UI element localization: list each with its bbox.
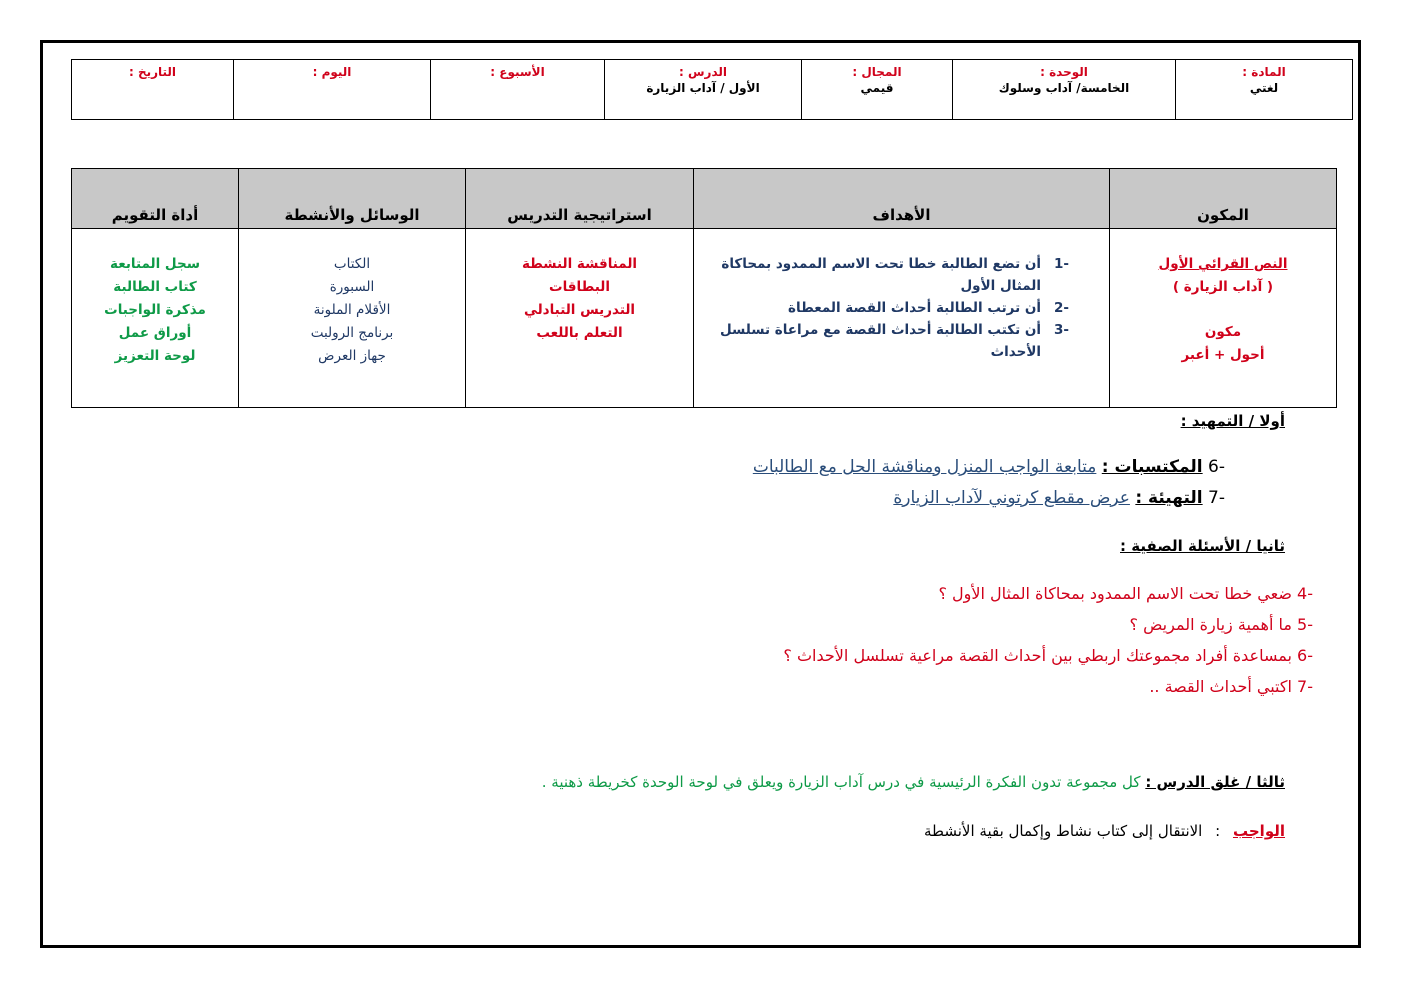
strategy-cell (466, 229, 694, 408)
tool-item: برنامج الرولبت (310, 325, 394, 341)
unit-value: الخامسة/ آداب وسلوك (998, 81, 1130, 95)
col-component: المكون (1110, 169, 1337, 229)
questions-title: ثانيا / الأسئلة الصفية : (1120, 537, 1285, 555)
strategy-item: التعلم باللعب (536, 325, 623, 341)
col-strategy: استراتيجية التدريس (466, 169, 694, 229)
objectives-cell (694, 229, 1110, 408)
week-cell (431, 60, 605, 120)
question-item (783, 646, 1313, 665)
subject-value: لغتي (1249, 81, 1279, 95)
assessment-item: سجل المتابعة (110, 256, 200, 272)
day-label: اليوم : (312, 65, 352, 79)
homework-separator: : (1215, 822, 1221, 840)
intro-label: التهيئة : (1135, 488, 1203, 508)
question-number: -6 (1297, 646, 1313, 665)
question-text: ما أهمية زيارة المريض ؟ (1129, 615, 1292, 634)
mukawwin-label: مكون (1204, 324, 1242, 340)
assessment-item: مذكرة الواجبات (104, 302, 206, 318)
question-number: -7 (1297, 677, 1313, 696)
closing-text: كل مجموعة تدون الفكرة الرئيسية في درس آداب الزيارة ويعلق في لوحة الوحدة كخريطة ذهنية . (541, 773, 1141, 791)
subject-label: المادة : (1242, 65, 1286, 79)
objective-number: -2 (1053, 300, 1069, 316)
tool-item: السبورة (329, 279, 375, 295)
col-objectives: الأهداف (694, 169, 1110, 229)
lesson-plan-table (71, 168, 1337, 408)
objective-text: أن تضع الطالبة خطا تحت الاسم الممدود بمحاكاة المثال الأول (721, 256, 1041, 294)
reading-text-name: ( آداب الزيارة ) (1172, 279, 1274, 295)
tools-cell (239, 229, 466, 408)
strategy-item: التدريس التبادلي (523, 302, 636, 318)
domain-cell (802, 60, 953, 120)
unit-cell (953, 60, 1176, 120)
unit-label: الوحدة : (1040, 65, 1088, 79)
lesson-info-table (71, 59, 1353, 120)
col-assessment: أداة التقويم (72, 169, 239, 229)
assessment-item: أوراق عمل (118, 325, 192, 341)
question-item (1149, 677, 1313, 696)
lesson-cell (605, 60, 802, 120)
tool-item: جهاز العرض (318, 348, 386, 364)
closing-title: ثالثا / غلق الدرس : (1145, 773, 1285, 791)
tool-item: الأقلام الملونة (313, 302, 391, 318)
tool-item: الكتاب (333, 256, 371, 272)
mukawwin-value: أحول + أعبر (1181, 347, 1265, 363)
component-cell (1110, 229, 1337, 408)
subject-cell (1176, 60, 1353, 120)
objective-item (715, 297, 1069, 319)
question-item (938, 584, 1313, 603)
objectives-list (695, 253, 1069, 363)
objective-number: -1 (1053, 256, 1069, 272)
intro-item (753, 457, 1225, 477)
question-item (1130, 615, 1314, 634)
date-label: التاريخ : (128, 65, 177, 79)
intro-item (893, 488, 1225, 508)
strategy-item: المناقشة النشطة (521, 256, 638, 272)
question-number: -5 (1297, 615, 1313, 634)
homework-text: الانتقال إلى كتاب نشاط وإكمال بقية الأنشطة (924, 822, 1203, 840)
assessment-item: لوحة التعزيز (114, 348, 196, 364)
question-text: بمساعدة أفراد مجموعتك اربطي بين أحداث القصة مراعية تسلسل الأحداث ؟ (783, 646, 1292, 665)
intro-title: أولا / التمهيد : (1180, 412, 1285, 430)
assessment-item: كتاب الطالبة (113, 279, 197, 295)
homework-label: الواجب (1232, 822, 1285, 840)
week-label: الأسبوع : (490, 65, 545, 79)
col-tools: الوسائل والأنشطة (239, 169, 466, 229)
objective-text: أن ترتب الطالبة أحداث القصة المعطاة (788, 300, 1041, 316)
domain-value: قيمي (860, 81, 894, 95)
intro-label: المكتسبات : (1101, 457, 1203, 477)
question-text: اكتبي أحداث القصة .. (1149, 677, 1292, 696)
objective-text: أن تكتب الطالبة أحداث القصة مع مراعاة تسلسل الأحداث (719, 322, 1041, 360)
objective-item (715, 319, 1069, 363)
intro-text: متابعة الواجب المنزل ومناقشة الحل مع الطالبات (752, 457, 1097, 477)
reading-text-title: النص القرائي الأول (1158, 256, 1288, 272)
assessment-cell (72, 229, 239, 408)
intro-text: عرض مقطع كرتوني لآداب الزيارة (893, 488, 1130, 508)
question-text: ضعي خطا تحت الاسم الممدود بمحاكاة المثال الأول ؟ (938, 584, 1292, 603)
date-cell (72, 60, 234, 120)
objective-item (715, 253, 1069, 297)
lesson-value: الأول / آداب الزيارة (646, 81, 760, 95)
homework-row (924, 822, 1285, 840)
strategy-item: البطاقات (549, 279, 610, 295)
lesson-label: الدرس : (679, 65, 727, 79)
closing-row (542, 773, 1285, 791)
question-number: -4 (1297, 584, 1313, 603)
intro-number: -7 (1208, 488, 1225, 508)
day-cell (234, 60, 431, 120)
domain-label: المجال : (852, 65, 902, 79)
intro-number: -6 (1208, 457, 1225, 477)
objective-number: -3 (1053, 322, 1069, 338)
